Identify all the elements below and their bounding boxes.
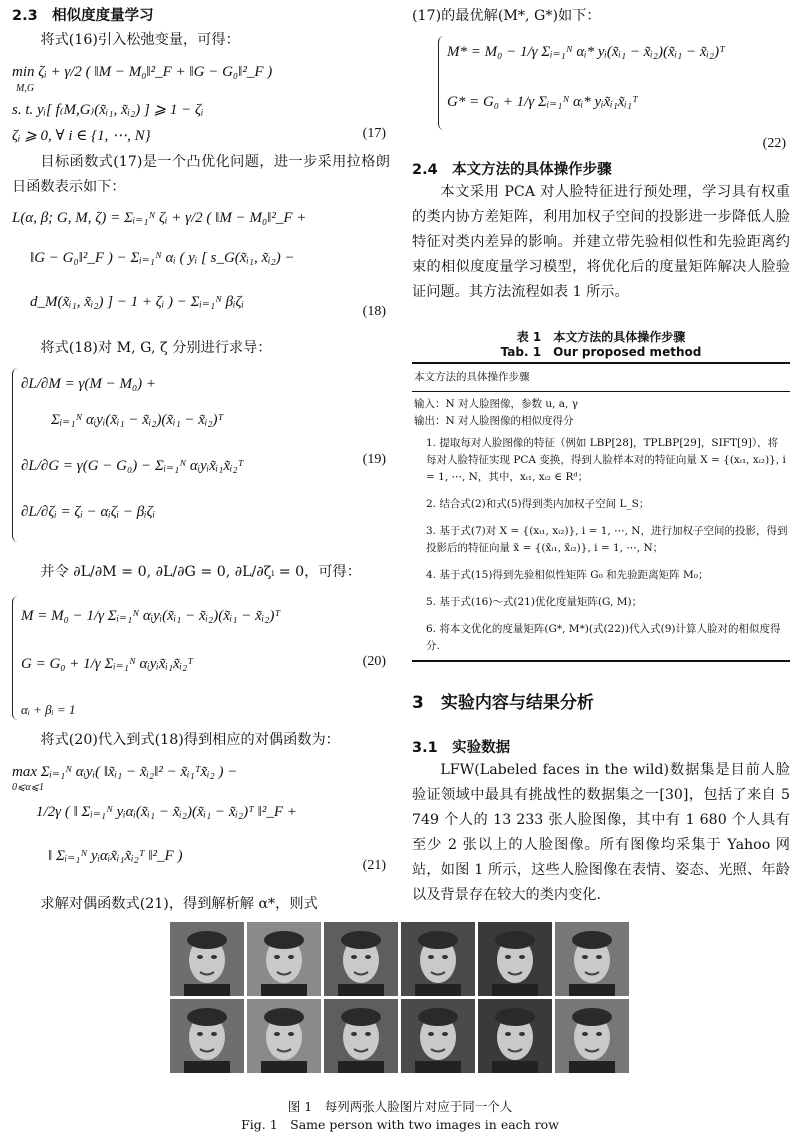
- face-pair-1-image-1: [170, 922, 244, 996]
- paragraph-7: (17)的最优解(M*, G*)如下：: [412, 8, 601, 24]
- eq22-number: (22): [762, 136, 786, 151]
- face-pair-6-image-1: [555, 922, 629, 996]
- equation-17: [12, 60, 390, 148]
- equation-18: [12, 206, 390, 319]
- table-step-6: 6. 将本文优化的度量矩阵(G*, M*)(式(22))代入式(9)计算人脸对的相似度得分.: [426, 623, 781, 652]
- table-step-1: 1. 提取每对人脸图像的特征（例如 LBP[28]，TPLBP[29]，SIFT[9]），将每对人脸特征实现 PCA 变换，得到人脸样本对的特征向量 X = {(xᵢ₁, xᵢ₂)}, i = 1, ⋯, N，其中，xᵢ₁, xᵢ₂ ∈ Rᵈ；: [426, 437, 786, 483]
- face-pair-4-image-2: [401, 999, 475, 1073]
- eq18-number: (18): [362, 304, 386, 319]
- eq21-line-2: 1/2γ ( ‖ Σᵢ₌₁ᴺ yᵢαᵢ(x̃ᵢ₁ − x̃ᵢ₂)(x̃ᵢ₁ − x̃ᵢ₂)ᵀ ‖²_F +: [36, 804, 297, 820]
- eq18-line-2: ‖G − G₀‖²_F ) − Σᵢ₌₁ᴺ αᵢ ( yᵢ [ s_G(x̃ᵢ₁, x̃ᵢ₂) −: [30, 250, 295, 266]
- figure-caption-en: Fig. 1 Same person with two images in each row: [241, 1117, 559, 1132]
- figure-1-photos: [170, 922, 632, 1074]
- paragraph-9: LFW(Labeled faces in the wild)数据集是目前人脸验证领域中最具有挑战性的数据集之一[30]，包括了来自 5 749 个人的 13 233 张人脸图像，其中有 1 680 个人具有至少 2 张以上的人脸图像。所有图像均采集于 Yahoo 网站，如图 1 所示，这些人脸图像在表情、姿态、光照、年龄以及背景存在较大的类内变化.: [412, 762, 790, 903]
- eq21-subscript: 0⩽α⩽1: [12, 782, 45, 793]
- eq20-line-3: αᵢ + βᵢ = 1: [21, 702, 76, 717]
- section-2-3-heading: 2.3 相似度度量学习: [12, 8, 154, 24]
- eq17-constraint: s. t. yᵢ[ f₍M,G₎(x̃ᵢ₁, x̃ᵢ₂) ] ⩾ 1 − ζᵢ: [12, 102, 204, 118]
- paragraph-4: 并令 ∂L/∂M = 0, ∂L/∂G = 0, ∂L/∂ζᵢ = 0，可得：: [40, 564, 361, 580]
- equation-19: [12, 368, 390, 548]
- table-1: [412, 330, 790, 662]
- face-pair-3-image-2: [324, 999, 398, 1073]
- eq19-line-2: Σᵢ₌₁ᴺ αᵢyᵢ(x̃ᵢ₁ − x̃ᵢ₂)(x̃ᵢ₁ − x̃ᵢ₂)ᵀ: [51, 412, 224, 428]
- eq19-line-3: ∂L/∂G = γ(G − G₀) − Σᵢ₌₁ᴺ αᵢyᵢx̃ᵢ₁x̃ᵢ₂ᵀ: [21, 458, 244, 474]
- paragraph-6: 求解对偶函数式(21)，得到解析解 α*，则式: [40, 896, 318, 912]
- table-step-3: 3. 基于式(7)对 X = {(xᵢ₁, xᵢ₂)}, i = 1, ⋯, N，进行加权子空间的投影，得到投影后的特征向量 x̃ = {(x̃ᵢ₁, x̃ᵢ₂)}, i = 1, ⋯, N；: [426, 525, 788, 554]
- figure-caption-cn: 图 1 每列两张人脸图片对应于同一个人: [287, 1099, 513, 1114]
- eq17-objective-subscript: M,G: [16, 83, 35, 94]
- paragraph-8: 本文采用 PCA 对人脸特征进行预处理，学习具有权重的类内协方差矩阵，利用加权子空间的投影进一步降低人脸特征对类内差异的影响。并建立带先验相似性和先验距离约束的相似度度量学习模型，将优化后的度量矩阵解决人脸验证问题。其方法流程如表 1 所示。: [412, 184, 790, 300]
- section-3-1-heading: 3.1 实验数据: [412, 740, 511, 756]
- eq21-line-3: ‖ Σᵢ₌₁ᴺ yᵢαᵢx̃ᵢ₁x̃ᵢ₂ᵀ ‖²_F ): [48, 848, 183, 864]
- eq18-line-1: L(α, β; G, M, ζ) = Σᵢ₌₁ᴺ ζᵢ + γ/2 ( ‖M − M₀‖²_F +: [12, 210, 307, 226]
- table-header: 本文方法的具体操作步骤: [412, 364, 790, 392]
- paragraph-1: 将式(16)引入松弛变量，可得：: [40, 32, 240, 48]
- equation-22: [438, 36, 790, 154]
- face-pair-4-image-1: [401, 922, 475, 996]
- face-pair-3-image-1: [324, 922, 398, 996]
- eq20-number: (20): [362, 654, 386, 669]
- section-3-heading: 3 实验内容与结果分析: [412, 693, 594, 713]
- eq21-number: (21): [362, 858, 386, 873]
- table-title-cn: 表 1 本文方法的具体操作步骤: [516, 330, 686, 344]
- paragraph-2: 目标函数式(17)是一个凸优化问题，进一步采用拉格朗日函数表示如下：: [12, 154, 390, 195]
- paragraph-5: 将式(20)代入到式(18)得到相应的对偶函数为：: [40, 732, 340, 748]
- section-2-4-heading: 2.4 本文方法的具体操作步骤: [412, 162, 612, 178]
- table-title-en: Tab. 1 Our proposed method: [500, 345, 702, 359]
- eq19-line-4: ∂L/∂ζᵢ = ζᵢ − αᵢζᵢ − βᵢζᵢ: [21, 504, 156, 520]
- face-pair-2-image-2: [247, 999, 321, 1073]
- equation-21: [12, 760, 390, 888]
- table-step-2: 2. 结合式(2)和式(5)得到类内加权子空间 L_S；: [426, 498, 650, 510]
- table-body: [412, 362, 790, 662]
- eq19-line-1: ∂L/∂M = γ(M − M₀) +: [21, 376, 157, 392]
- eq17-number: (17): [362, 126, 386, 141]
- face-pair-1-image-2: [170, 999, 244, 1073]
- table-input: 输入：N 对人脸图像，参数 u, a, γ: [414, 398, 579, 410]
- face-pair-2-image-1: [247, 922, 321, 996]
- table-step-4: 4. 基于式(15)得到先验相似性矩阵 G₀ 和先验距离矩阵 M₀；: [426, 569, 709, 581]
- eq20-line-1: M = M₀ − 1/γ Σᵢ₌₁ᴺ αᵢyᵢ(x̃ᵢ₁ − x̃ᵢ₂)(x̃ᵢ₁ − x̃ᵢ₂)ᵀ: [21, 608, 281, 624]
- table-output: 输出：N 对人脸图像的相似度得分: [414, 415, 574, 427]
- face-pair-6-image-2: [555, 999, 629, 1073]
- equation-20: [12, 596, 390, 726]
- eq22-line-1: M* = M₀ − 1/γ Σᵢ₌₁ᴺ αᵢ* yᵢ(x̃ᵢ₁ − x̃ᵢ₂)(x̃ᵢ₁ − x̃ᵢ₂)ᵀ: [447, 44, 725, 60]
- table-step-5: 5. 基于式(16)～式(21)优化度量矩阵(G, M)；: [426, 596, 643, 608]
- eq17-objective: min ζᵢ + γ/2 ( ‖M − M₀‖²_F + ‖G − G₀‖²_F ): [12, 64, 273, 80]
- face-pair-5-image-1: [478, 922, 552, 996]
- eq18-line-3: d_M(x̃ᵢ₁, x̃ᵢ₂) ] − 1 + ζᵢ ) − Σᵢ₌₁ᴺ βᵢζᵢ: [30, 294, 244, 310]
- eq19-number: (19): [362, 452, 386, 467]
- face-pair-5-image-2: [478, 999, 552, 1073]
- eq22-line-2: G* = G₀ + 1/γ Σᵢ₌₁ᴺ αᵢ* yᵢx̃ᵢ₁x̃ᵢ₁ᵀ: [447, 94, 638, 110]
- paragraph-3: 将式(18)对 M, G, ζ 分别进行求导：: [40, 340, 272, 356]
- eq21-line-1: max Σᵢ₌₁ᴺ αᵢyᵢ( ‖x̃ᵢ₁ − x̃ᵢ₂‖² − x̃ᵢ₁ᵀx̃ᵢ₂ ) −: [12, 764, 238, 780]
- eq17-condition: ζᵢ ⩾ 0, ∀ i ∈ {1, ⋯, N}: [12, 128, 151, 144]
- eq20-line-2: G = G₀ + 1/γ Σᵢ₌₁ᴺ αᵢyᵢx̃ᵢ₁x̃ᵢ₂ᵀ: [21, 656, 194, 672]
